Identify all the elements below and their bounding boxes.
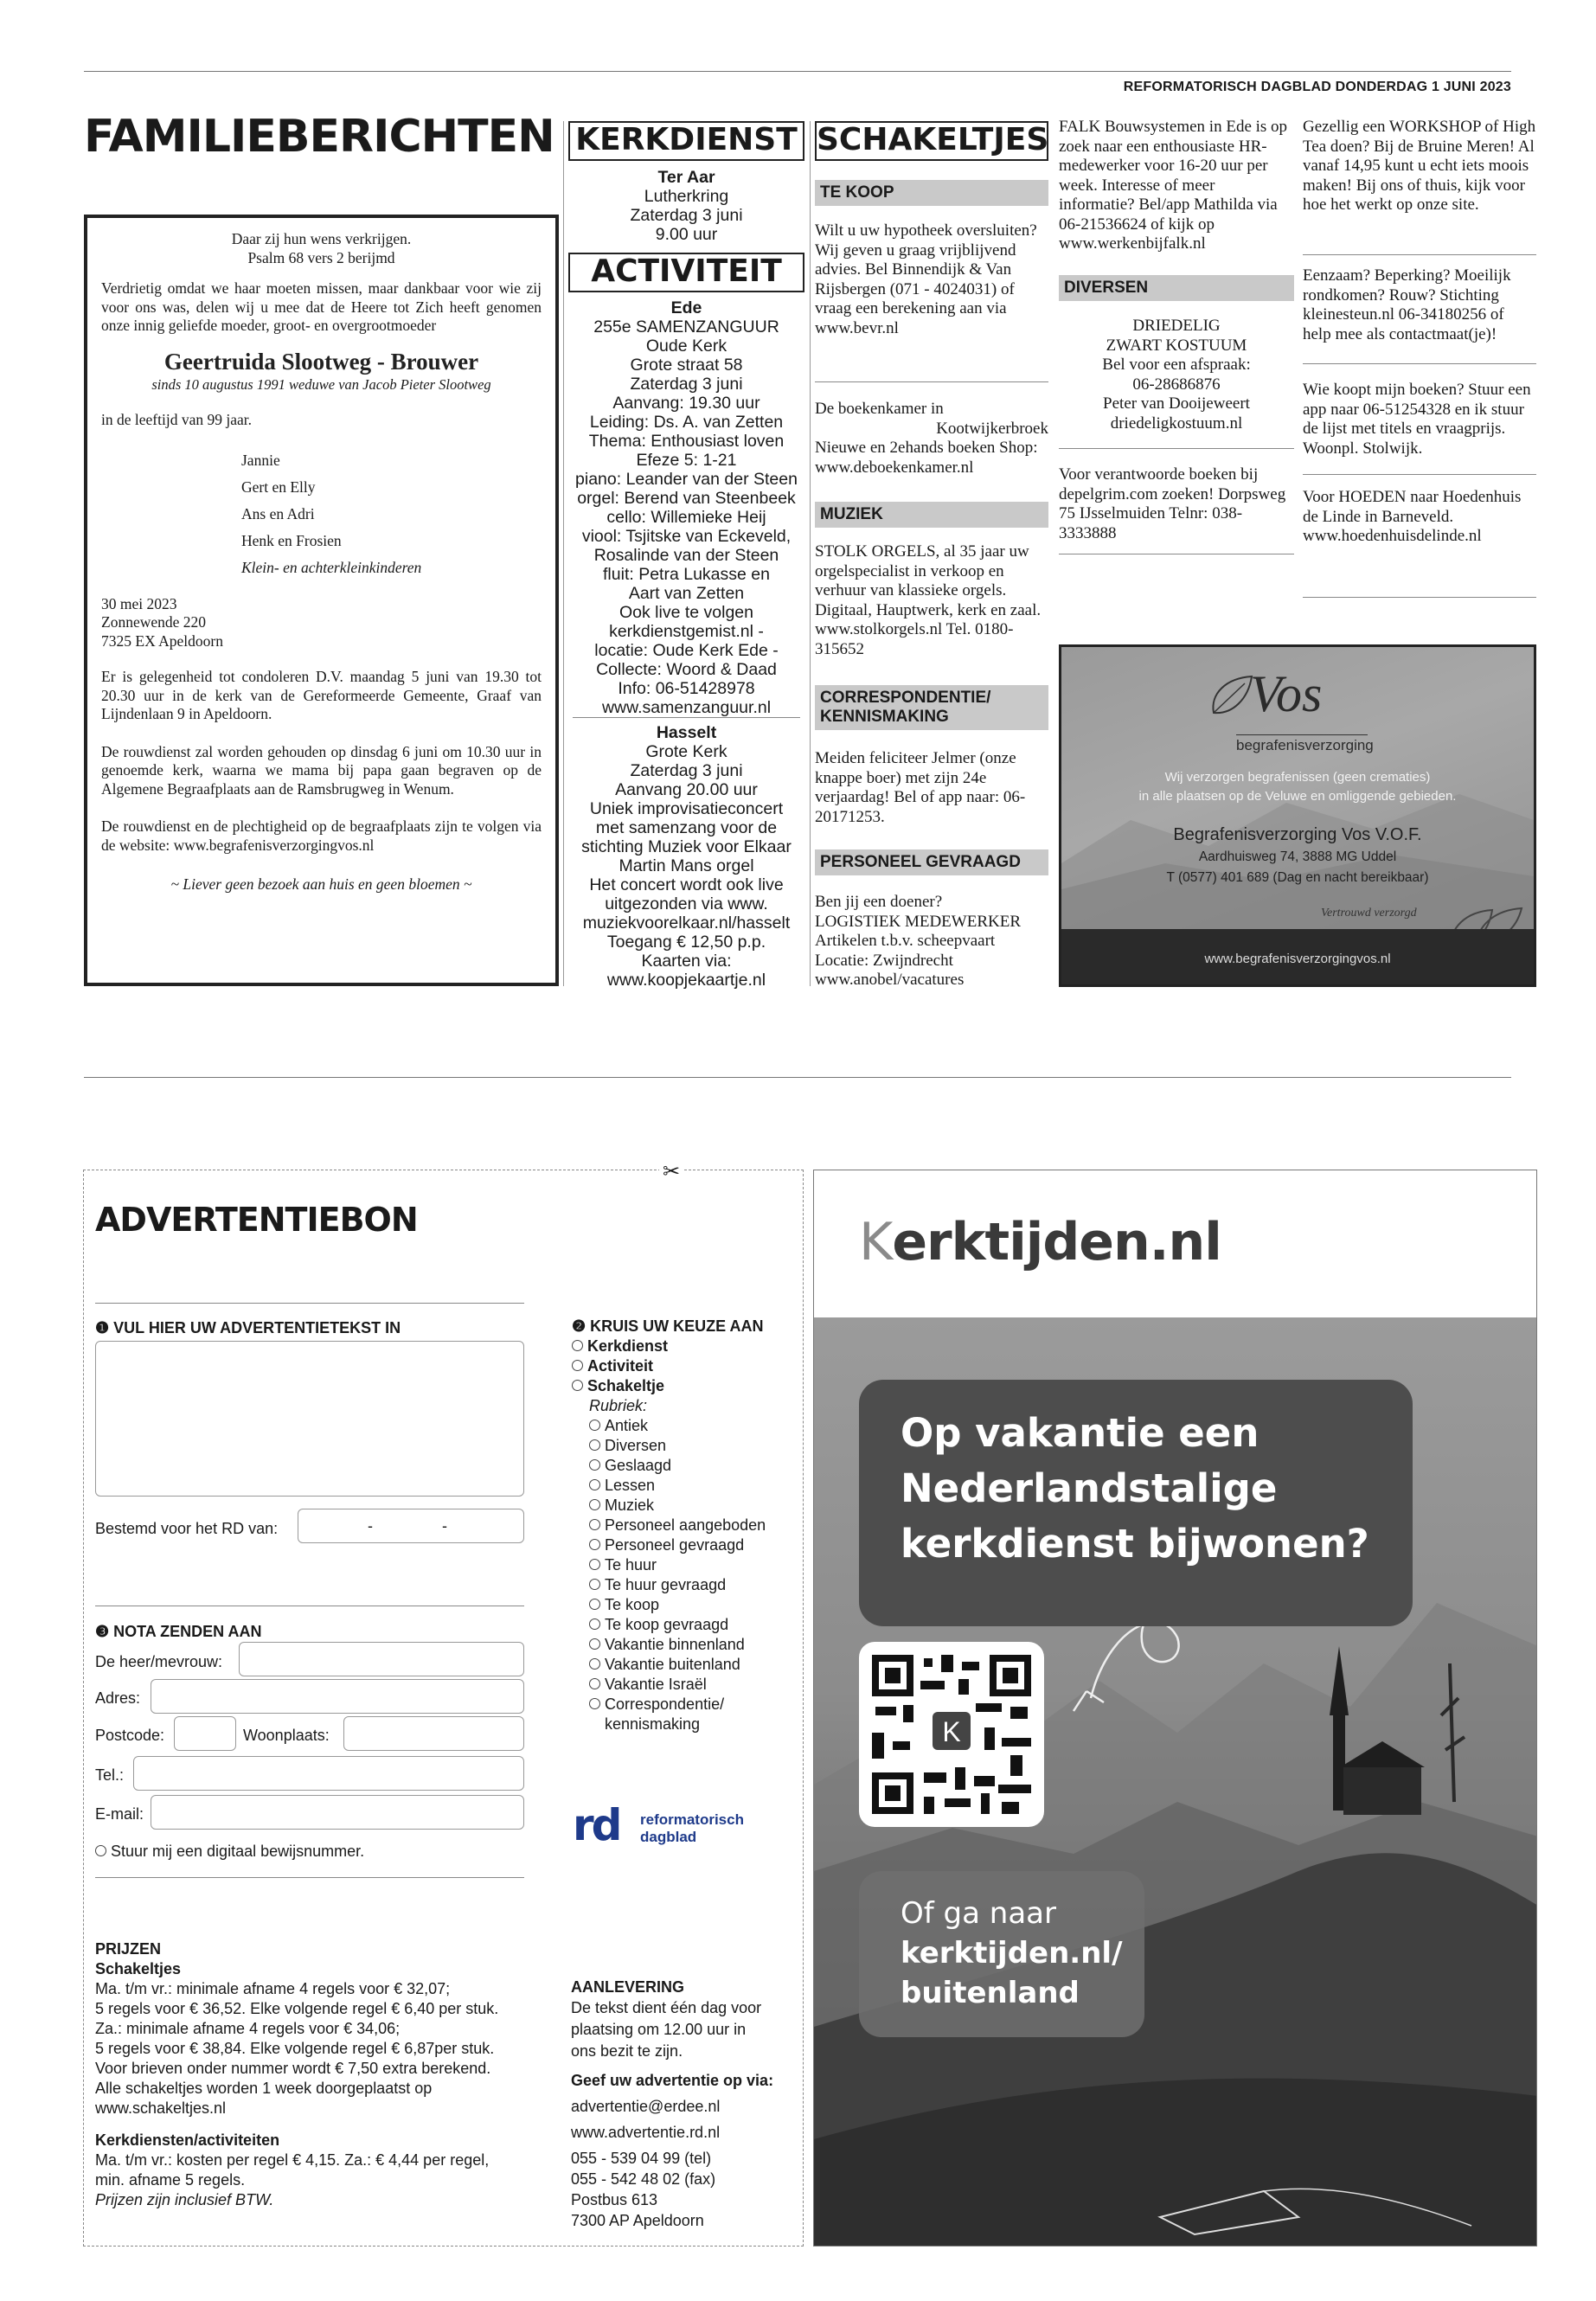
- option-label: Muziek: [605, 1497, 655, 1514]
- price-line: Voor brieven onder nummer wordt € 7,50 extra berekend.: [95, 2060, 491, 2077]
- option-radio[interactable]: [589, 1698, 600, 1709]
- vos-logo: Vos: [1250, 665, 1323, 722]
- rd-logo-line: dagblad: [640, 1829, 697, 1845]
- option-row[interactable]: [589, 1416, 797, 1436]
- kerkdienst-line: Lutherkring: [644, 187, 729, 206]
- vacature-line: Artikelen t.b.v. scheepvaart: [815, 932, 996, 950]
- option-label: Te huur gevraagd: [605, 1576, 727, 1593]
- notice-postal: 7325 EX Apeldoorn: [101, 631, 223, 650]
- ede-line: piano: Leander van der Steen: [575, 470, 798, 489]
- option-label: Vakantie buitenland: [605, 1656, 740, 1673]
- ede-line: Info: 06-51428978: [618, 679, 755, 698]
- kerkdienst-title: KERKDIENST: [568, 121, 804, 161]
- price-line: min. afname 5 regels.: [95, 2171, 246, 2189]
- delivery-heading: AANLEVERING: [571, 1978, 685, 1996]
- contact-web[interactable]: www.advertentie.rd.nl: [571, 2124, 721, 2141]
- hasselt-line: stichting Muziek voor Elkaar: [581, 837, 792, 856]
- option-row[interactable]: [589, 1476, 797, 1496]
- family-member: Gert en Elly: [241, 478, 316, 496]
- section-diversen: DIVERSEN: [1059, 275, 1294, 301]
- bewijs-label: Stuur mij een digitaal bewijsnummer.: [111, 1843, 365, 1860]
- contact-postbus: Postbus 613: [571, 2191, 658, 2208]
- hasselt-line: www.koopjekaartje.nl: [606, 971, 766, 990]
- option-label: Schakeltje: [587, 1377, 665, 1394]
- price-line: 5 regels voor € 36,52. Elke volgende regel € 6,40 per stuk.: [95, 2000, 499, 2017]
- vos-line2: in alle plaatsen op de Veluwe en omliggende gebieden.: [1138, 789, 1457, 804]
- vacature-line: www.anobel/vacatures: [815, 971, 965, 989]
- kostuum-line: ZWART KOSTUUM: [1106, 336, 1247, 355]
- boekenkamer-place: Kootwijkerbroek: [936, 419, 1048, 438]
- vos-logo-sub: begrafenisverzorging: [1236, 737, 1374, 753]
- postcode-field[interactable]: [174, 1716, 236, 1751]
- url-line[interactable]: buitenland: [901, 1976, 1080, 2010]
- section-muziek: MUZIEK: [815, 502, 1048, 528]
- email-field[interactable]: [151, 1795, 524, 1830]
- kerk-heading: Kerkdiensten/activiteiten: [95, 2131, 280, 2149]
- vos-company: Begrafenisverzorging Vos V.O.F.: [1173, 825, 1422, 844]
- vacature-line: LOGISTIEK MEDEWERKER: [815, 912, 1021, 931]
- deceased-name: Geertruida Slootweg - Brouwer: [163, 348, 479, 375]
- option-label: Lessen: [605, 1477, 656, 1494]
- option-label: Vakantie Israël: [605, 1676, 707, 1693]
- option-radio[interactable]: [589, 1618, 600, 1630]
- choice-list: [572, 1317, 797, 1734]
- option-radio[interactable]: [572, 1340, 583, 1351]
- option-label: Personeel aangeboden: [605, 1516, 766, 1534]
- delivery-text: [571, 1997, 796, 2062]
- hasselt-line: Uniek improvisatieconcert: [589, 799, 784, 818]
- hasselt-line: Zaterdag 3 juni: [630, 761, 743, 780]
- option-label: Personeel gevraagd: [605, 1536, 745, 1554]
- divider: [95, 1877, 524, 1878]
- option-row[interactable]: [572, 1376, 797, 1396]
- funeral-paragraph: De rouwdienst zal worden gehouden op dinsdag 6 juni om 10.30 uur in genoemde kerk, waarna we mama bij papa gaan begraven op de Algemene Begraafplaats aan de Ramsbrugweg in Wenum.: [101, 742, 542, 798]
- workshop-ad: Gezellig een WORKSHOP of High Tea doen? Bij de Bruine Meren! Al vanaf 14,95 kunt u echt iets moois maken! Bij ons of thuis, kijk voor hoe het werkt op onze site.: [1303, 118, 1536, 214]
- boekenkamer-line: De boekenkamer in: [815, 400, 944, 418]
- rd-logo-line: reformatorisch: [640, 1811, 744, 1828]
- option-radio[interactable]: [589, 1420, 600, 1431]
- option-label: Te huur: [605, 1556, 657, 1574]
- stream-paragraph: De rouwdienst en de plechtigheid op de begraafplaats zijn te volgen via de website: www.begrafenisverzorgingvos.nl: [101, 817, 542, 854]
- ede-line: 255e SAMENZANGUUR: [593, 317, 779, 336]
- delivery-line: plaatsing om 12.00 uur in: [571, 2021, 747, 2038]
- main-options: [572, 1336, 797, 1396]
- divider: [1059, 448, 1294, 449]
- kostuum-ad: [1059, 317, 1294, 433]
- section-te-koop: TE KOOP: [815, 180, 1048, 206]
- ede-place: Ede: [670, 298, 702, 317]
- pelgrim-ad: Voor verantwoorde boeken bij depelgrim.com zoeken! Dorpsweg 75 IJsselmuiden Telnr: 038-3333888: [1059, 465, 1286, 542]
- ede-line: Leiding: Ds. A. van Zetten: [589, 413, 784, 432]
- vos-tagline: Vertrouwd verzorgd: [1321, 907, 1417, 920]
- qr-code[interactable]: [859, 1642, 1044, 1827]
- option-row[interactable]: [589, 1595, 797, 1615]
- familieberichten-title: FAMILIEBERICHTEN: [84, 111, 554, 163]
- kostuum-line: Bel voor een afspraak:: [1102, 356, 1251, 374]
- ede-line: Rosalinde van der Steen: [593, 546, 779, 565]
- hasselt-lines: [568, 742, 804, 990]
- date-separator: -: [368, 1517, 373, 1535]
- option-row[interactable]: [589, 1496, 797, 1516]
- ede-line: locatie: Oude Kerk Ede -: [594, 641, 779, 660]
- url-line[interactable]: kerktijden.nl/: [901, 1936, 1123, 1971]
- section-correspondentie: CORRESPONDENTIE/ KENNISMAKING: [815, 685, 1048, 730]
- stolk-orgels-ad: STOLK ORGELS, al 35 jaar uw orgelspecialist in verkoop en verhuur van klassieke orgels. Digitaal, Hauptwerk, kerk en zaal. www.stolkorgels.nl Tel. 0180-315652: [815, 542, 1042, 658]
- felicitatie-ad: Meiden feliciteer Jelmer (onze knappe boer) met zijn 24e verjaardag! Bel of app naar: 06-20171253.: [815, 749, 1026, 826]
- column-rule: [563, 121, 564, 986]
- notice-footer: ~ Liever geen bezoek aan huis en geen bloemen ~: [170, 875, 472, 893]
- divider: [1303, 254, 1536, 255]
- ede-line: Thema: Enthousiast loven: [588, 432, 785, 451]
- divider: [573, 717, 800, 718]
- option-row[interactable]: [589, 1675, 797, 1695]
- kerktijden-logo-k: K: [859, 1212, 893, 1272]
- option-label: Correspondentie/ kennismaking: [605, 1695, 725, 1733]
- contact-fax: 055 - 542 48 02 (fax): [571, 2170, 716, 2188]
- schakeltjes-title: SCHAKELTJES: [815, 121, 1048, 161]
- notice-date: 30 mei 2023: [101, 594, 177, 612]
- date-separator: -: [442, 1517, 447, 1535]
- divider: [815, 381, 1048, 382]
- ede-line: Ook live te volgen: [619, 603, 753, 622]
- section-rule: [84, 1077, 1511, 1078]
- option-radio[interactable]: [589, 1439, 600, 1451]
- vos-address: Aardhuisweg 74, 3888 MG Uddel: [1198, 849, 1397, 864]
- ede-line: Oude Kerk: [645, 336, 727, 356]
- kerkdienst-ad: [568, 168, 804, 244]
- family-member: Klein- en achterkleinkinderen: [241, 558, 422, 576]
- option-radio[interactable]: [589, 1559, 600, 1570]
- option-radio[interactable]: [589, 1599, 600, 1610]
- option-label: Te koop: [605, 1596, 660, 1613]
- btw-note: Prijzen zijn inclusief BTW.: [95, 2191, 274, 2208]
- kerktijden-logo: [859, 1212, 1221, 1272]
- delivery-line: ons bezit te zijn.: [571, 2042, 683, 2060]
- sub-options: [572, 1416, 797, 1734]
- divider: [1303, 474, 1536, 475]
- logo-rule: [1236, 734, 1368, 735]
- option-radio[interactable]: [589, 1459, 600, 1471]
- kleinesteun-ad: Eenzaam? Beperking? Moeilijk rondkomen? Rouw? Stichting kleinesteun.nl 06-34180256 of help mee als contactmaat(je)!: [1303, 266, 1511, 343]
- option-label: Antiek: [605, 1417, 649, 1434]
- hasselt-line: muziekvoorelkaar.nl/hasselt: [582, 913, 791, 933]
- adres-label: Adres:: [95, 1689, 141, 1707]
- contact-postal: 7300 AP Apeldoorn: [571, 2212, 704, 2229]
- ede-line: viool: Tsjitske van Eckeveld,: [581, 527, 792, 546]
- scissors-icon: ✂: [659, 1163, 683, 1180]
- ede-line: Efeze 5: 1-21: [636, 451, 737, 470]
- activiteit-hasselt: [568, 723, 804, 990]
- family-member: Ans en Adri: [241, 504, 315, 522]
- step1-label: ❶ VUL HIER UW ADVERTENTIETEKST IN: [95, 1319, 401, 1336]
- rd-logo-text: [640, 1811, 744, 1846]
- option-radio[interactable]: [589, 1479, 600, 1490]
- schakeltjes-heading: Schakeltjes: [95, 1960, 182, 1977]
- option-radio[interactable]: [572, 1380, 583, 1391]
- price-line: 5 regels voor € 38,84. Elke volgende regel € 6,87per stuk.: [95, 2040, 495, 2057]
- condolence-paragraph: Er is gelegenheid tot condoleren D.V. maandag 5 juni van 19.30 tot 20.30 uur in de kerk van de Gereformeerde Gemeente, Graaf van Lijndenlaan 9 in Apeldoorn.: [101, 668, 542, 722]
- ede-line: orgel: Berend van Steenbeek: [577, 489, 796, 508]
- kerktijden-ad: [813, 1170, 1537, 2247]
- option-radio[interactable]: [589, 1539, 600, 1550]
- kerkdienst-line: 9.00 uur: [655, 225, 718, 244]
- kostuum-line: Peter van Dooijeweert: [1103, 394, 1250, 413]
- step3-label: ❸ NOTA ZENDEN AAN: [95, 1623, 262, 1640]
- activiteit-ede: [568, 298, 804, 717]
- bewijs-radio[interactable]: [95, 1845, 106, 1856]
- ede-line: Zaterdag 3 juni: [630, 375, 743, 394]
- section-personeel-gevraagd: PERSONEEL GEVRAAGD: [815, 849, 1048, 875]
- hasselt-line: Martin Mans orgel: [619, 856, 754, 875]
- ede-lines: [568, 317, 804, 717]
- family-member: Henk en Frosien: [241, 531, 342, 549]
- hypotheek-ad: Wilt u uw hypotheek oversluiten? Wij geven u graag vrijblijvend advies. Bel Binnendijk & Van Rijsbergen (071 - 4024031) of vraag een berekening aan via www.bevr.nl: [815, 221, 1037, 337]
- ede-line: Aanvang: 19.30 uur: [612, 394, 760, 413]
- kerkdienst-place: Ter Aar: [657, 168, 715, 187]
- hasselt-line: Grote Kerk: [645, 742, 727, 761]
- option-row[interactable]: [589, 1695, 797, 1734]
- prices-heading: PRIJZEN: [95, 1940, 162, 1958]
- heer-label: De heer/mevrouw:: [95, 1653, 223, 1670]
- hasselt-line: Aanvang 20.00 uur: [615, 780, 758, 799]
- kerktijden-logo-text: erktijden.nl: [892, 1212, 1221, 1272]
- option-label: Kerkdienst: [587, 1337, 669, 1355]
- kerkdienst-line: Zaterdag 3 juni: [630, 206, 743, 225]
- ede-line: Grote straat 58: [630, 356, 743, 375]
- option-label: Vakantie binnenland: [605, 1636, 745, 1653]
- bewijs-option[interactable]: [95, 1843, 364, 1861]
- option-radio[interactable]: [589, 1499, 600, 1510]
- of-ga-naar: Of ga naar: [901, 1896, 1056, 1931]
- verse-line: Daar zij hun wens verkrijgen.: [231, 230, 412, 247]
- falk-ad: FALK Bouwsystemen in Ede is op zoek naar een enthousiaste HR-medewerker voor 16-20 uur per week. Interesse of meer informatie? Bel/app Mathilda via 06-21536624 of kijk op www.werkenbijfalk.nl: [1059, 118, 1288, 253]
- email-label: E-mail:: [95, 1805, 144, 1823]
- rd-logo: rd: [573, 1800, 620, 1850]
- price-line: Ma. t/m vr.: minimale afname 4 regels voor € 32,07;: [95, 1980, 451, 1997]
- activiteit-title: ACTIVITEIT: [568, 253, 804, 292]
- vacature-line: Locatie: Zwijndrecht: [815, 951, 953, 970]
- option-radio[interactable]: [589, 1638, 600, 1650]
- contact-tel: 055 - 539 04 99 (tel): [571, 2150, 712, 2167]
- hasselt-line: Toegang € 12,50 p.p.: [606, 933, 766, 952]
- ede-line: Aart van Zetten: [628, 584, 745, 603]
- vos-url: www.begrafenisverzorgingvos.nl: [1204, 952, 1391, 966]
- option-row[interactable]: [572, 1336, 797, 1356]
- price-line: Alle schakeltjes worden 1 week doorgeplaatst op: [95, 2080, 433, 2097]
- verse-ref: Psalm 68 vers 2 berijmd: [247, 248, 395, 266]
- option-radio[interactable]: [572, 1360, 583, 1371]
- boekenkamer-ad: [815, 400, 1048, 478]
- qr-logo-k: K: [942, 1716, 961, 1747]
- hasselt-place: Hasselt: [656, 723, 717, 742]
- bon-title: ADVERTENTIEBON: [95, 1201, 418, 1239]
- option-row[interactable]: [589, 1655, 797, 1675]
- option-radio[interactable]: [589, 1519, 600, 1530]
- vos-phone: T (0577) 401 689 (Dag en nacht bereikbaar): [1166, 870, 1429, 885]
- contact-email[interactable]: advertentie@erdee.nl: [571, 2098, 721, 2115]
- ede-line: www.samenzanguur.nl: [601, 698, 772, 717]
- ede-line: cello: Willemieke Heij: [606, 508, 766, 527]
- bestemd-label: Bestemd voor het RD van:: [95, 1520, 279, 1537]
- age-line: in de leeftijd van 99 jaar.: [101, 411, 252, 428]
- notice-intro: Verdrietig omdat we haar moeten missen, maar dankbaar voor wie zij voor ons was, delen wij u mee dat de Heere tot Zich heeft genomen onze innig geliefde moeder, groot- en overgrootmoeder: [101, 279, 542, 334]
- kerktijden-headline: [901, 1406, 1369, 1572]
- delivery-line: De tekst dient één dag voor: [571, 1999, 762, 2016]
- option-label: Geslaagd: [605, 1457, 672, 1474]
- tel-label: Tel.:: [95, 1766, 125, 1784]
- family-list: [101, 447, 542, 581]
- notice-address: Zonnewende 220: [101, 613, 207, 631]
- option-row[interactable]: [589, 1436, 797, 1456]
- name-field[interactable]: [239, 1642, 524, 1676]
- top-rule: [84, 71, 1511, 72]
- boeken-ad: Wie koopt mijn boeken? Stuur een app naar 06-51254328 en ik stuur de lijst met titels en vraagprijs. Woonpl. Stolwijk.: [1303, 381, 1531, 458]
- kostuum-line: DRIEDELIG: [1132, 317, 1221, 335]
- family-member: Jannie: [241, 451, 280, 469]
- ede-line: Collecte: Woord & Daad: [596, 660, 777, 679]
- column-rule: [810, 121, 811, 986]
- step2-label: ❷ KRUIS UW KEUZE AAN: [572, 1317, 764, 1335]
- kerk-prices: [95, 2150, 545, 2190]
- postcode-label: Postcode:: [95, 1727, 165, 1744]
- option-row[interactable]: [589, 1615, 797, 1635]
- deceased-subname: sinds 10 augustus 1991 weduwe van Jacob Pieter Slootweg: [151, 375, 491, 393]
- option-label: Diversen: [605, 1437, 667, 1454]
- delivery-section: [571, 1977, 796, 2231]
- hasselt-line: Kaarten via:: [641, 952, 732, 971]
- address-field[interactable]: [151, 1679, 524, 1714]
- option-label: Te koop gevraagd: [605, 1616, 729, 1633]
- option-row[interactable]: [572, 1356, 797, 1376]
- hoeden-ad: Voor HOEDEN naar Hoedenhuis de Linde in Barneveld. www.hoedenhuisdelinde.nl: [1303, 488, 1522, 545]
- boekenkamer-text: Nieuwe en 2ehands boeken Shop: www.deboekenkamer.nl: [815, 439, 1038, 477]
- option-row[interactable]: [589, 1555, 797, 1575]
- headline-line: Op vakantie een: [901, 1410, 1259, 1456]
- contact-list: [571, 2096, 796, 2231]
- ad-text-area[interactable]: [95, 1341, 524, 1497]
- hasselt-line: met samenzang voor de: [595, 818, 778, 837]
- vos-line1: Wij verzorgen begrafenissen (geen crematies): [1164, 770, 1431, 785]
- death-notice: [84, 215, 559, 986]
- hasselt-line: Het concert wordt ook live: [589, 875, 784, 894]
- option-row[interactable]: [589, 1516, 797, 1535]
- price-line: www.schakeltjes.nl: [95, 2099, 227, 2117]
- woonplaats-label: Woonplaats:: [243, 1727, 330, 1744]
- url-text: [901, 1894, 1123, 2013]
- publication-date-field[interactable]: [298, 1509, 524, 1543]
- headline-line: Nederlandstalige: [901, 1465, 1278, 1511]
- prices-section: [95, 1939, 545, 2210]
- schakeltjes-prices: [95, 1979, 545, 2118]
- hasselt-line: uitgezonden via www.: [605, 894, 768, 913]
- rubriek-label: Rubriek:: [589, 1397, 648, 1414]
- option-row[interactable]: [589, 1535, 797, 1555]
- option-row[interactable]: [589, 1635, 797, 1655]
- option-row[interactable]: [589, 1575, 797, 1595]
- kostuum-line: 06-28686876: [1132, 375, 1221, 394]
- masthead: REFORMATORISCH DAGBLAD DONDERDAG 1 JUNI 2023: [1123, 80, 1511, 94]
- submit-heading: Geef uw advertentie op via:: [571, 2072, 774, 2089]
- option-radio[interactable]: [589, 1678, 600, 1689]
- vacature-line: Ben jij een doener?: [815, 893, 943, 911]
- price-line: Ma. t/m vr.: kosten per regel € 4,15. Za.: € 4,44 per regel,: [95, 2151, 490, 2169]
- option-label: Activiteit: [587, 1357, 654, 1375]
- vacature-ad: [815, 893, 1048, 990]
- vos-ad: [1059, 644, 1536, 987]
- option-radio[interactable]: [589, 1579, 600, 1590]
- phone-field[interactable]: [133, 1756, 524, 1791]
- ede-line: fluit: Petra Lukasse en: [603, 565, 770, 584]
- kostuum-line: driedeligkostuum.nl: [1110, 413, 1243, 433]
- price-line: Za.: minimale afname 4 regels voor € 34,06;: [95, 2020, 401, 2037]
- option-radio[interactable]: [589, 1658, 600, 1670]
- divider: [1303, 363, 1536, 364]
- divider: [1303, 597, 1536, 598]
- headline-line: kerkdienst bijwonen?: [901, 1521, 1369, 1567]
- divider: [95, 1303, 524, 1304]
- ede-line: kerkdienstgemist.nl -: [609, 622, 764, 641]
- city-field[interactable]: [343, 1716, 524, 1751]
- option-row[interactable]: [589, 1456, 797, 1476]
